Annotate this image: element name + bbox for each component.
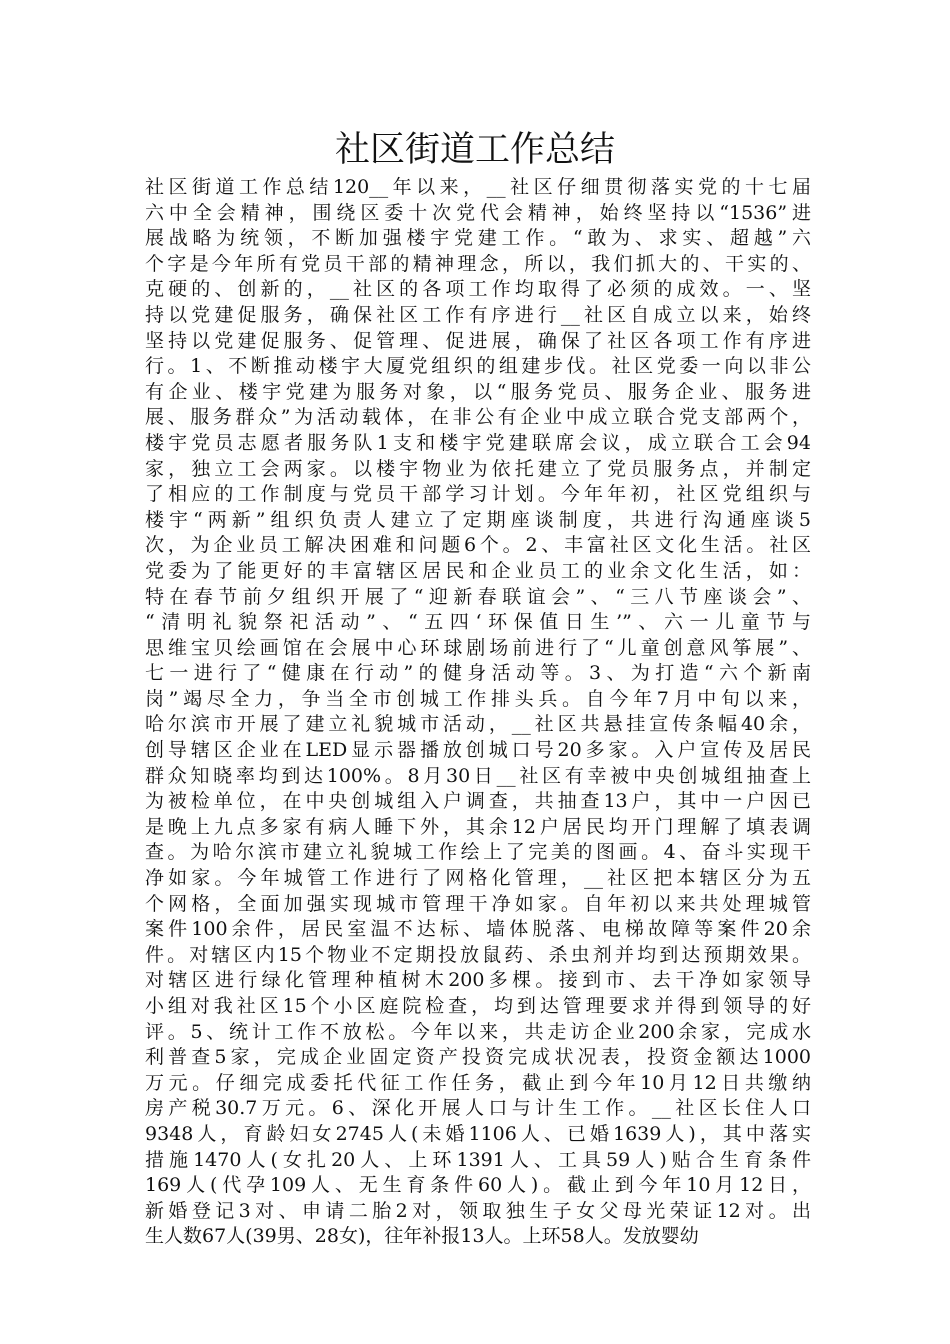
body-line: 群众知晓率均到达100%。8月30日__社区有幸被中央创城组抽查上	[145, 764, 811, 787]
body-line: 个网格，全面加强实现城市管理干净如家。自年初以来共处理城管	[145, 892, 811, 915]
body-line: 查。为哈尔滨市建立礼貌城工作绘上了完美的图画。4、奋斗实现干	[145, 841, 811, 864]
body-line: 是晚上九点多家有病人睡下外，其余12户居民均开门理解了填表调	[145, 815, 811, 838]
body-line: “清明礼貌祭祀活动”、“五四‘环保值日生’”、六一儿童节与	[145, 611, 811, 634]
body-line: 六中全会精神，围绕区委十次党代会精神，始终坚持以“1536”进	[145, 201, 811, 224]
page-title: 社区街道工作总结	[334, 130, 615, 170]
body-line: 克硬的、创新的，__社区的各项工作均取得了必须的成效。一、坚	[145, 278, 811, 301]
body-line: 社区街道工作总结120__年以来，__社区仔细贯彻落实党的十七届	[145, 176, 811, 198]
body-line: 房产税30.7万元。6、深化开展人口与计生工作。__社区长住人口	[145, 1097, 811, 1120]
body-line: 党委为了能更好的丰富辖区居民和企业员工的业余文化生活，如：	[145, 559, 811, 582]
body-line: 利普查5家，完成企业固定资产投资完成状况表，投资金额达1000	[145, 1046, 811, 1069]
body-line: 次，为企业员工解决困难和问题6个。2、丰富社区文化生活。社区	[145, 534, 811, 557]
body-text	[145, 175, 811, 1250]
body-line: 169人(代孕109人、无生育条件60人)。截止到今年10月12日，	[145, 1174, 811, 1197]
body-line: 展、服务群众”为活动载体，在非公有企业中成立联合党支部两个，	[145, 406, 811, 429]
body-line: 对辖区进行绿化管理种植树木200多棵。接到市、去干净如家领导	[145, 969, 811, 992]
body-line: 展战略为统领，不断加强楼宇党建工作。“敢为、求实、超越”六	[145, 227, 811, 250]
body-line: 哈尔滨市开展了建立礼貌城市活动，__社区共悬挂宣传条幅40余，	[145, 713, 811, 736]
body-line: 思维宝贝绘画馆在会展中心环球剧场前进行了“儿童创意风筝展”、	[145, 636, 811, 659]
body-line: 净如家。今年城管工作进行了网格化管理，__社区把本辖区分为五	[145, 867, 811, 890]
body-line: 万元。仔细完成委托代征工作任务，截止到今年10月12日共缴纳	[145, 1071, 811, 1094]
body-line: 岗”竭尽全力，争当全市创城工作排头兵。自今年7月中旬以来，	[145, 687, 811, 710]
body-line: 9348人，育龄妇女2745人(未婚1106人、已婚1639人)，其中落实	[145, 1122, 811, 1145]
body-line: 坚持以党建促服务、促管理、促进展，确保了社区各项工作有序进	[145, 329, 811, 352]
body-line: 评。5、统计工作不放松。今年以来，共走访企业200余家，完成水	[145, 1020, 811, 1043]
body-line: 创导辖区企业在LED显示器播放创城口号20多家。入户宣传及居民	[145, 739, 811, 762]
body-line: 有企业、楼宇党建为服务对象，以“服务党员、服务企业、服务进	[145, 380, 811, 403]
body-line: 楼宇党员志愿者服务队1支和楼宇党建联席会议，成立联合工会94	[145, 431, 811, 454]
body-line: 生人数67人(39男、28女)，往年补报13人。上环58人。发放婴幼	[145, 1225, 699, 1248]
body-line: 持以党建促服务，确保社区工作有序进行__社区自成立以来，始终	[145, 303, 811, 326]
body-line: 个字是今年所有党员干部的精神理念，所以，我们抓大的、干实的、	[145, 252, 811, 275]
body-line: 案件100余件，居民室温不达标、墙体脱落、电梯故障等案件20余	[145, 918, 811, 941]
body-line: 家，独立工会两家。以楼宇物业为依托建立了党员服务点，并制定	[145, 457, 811, 480]
body-line: 了相应的工作制度与党员干部学习计划。今年年初，社区党组织与	[145, 483, 811, 506]
body-line: 措施1470人(女扎20人、上环1391人、工具59人)贴合生育条件	[145, 1148, 811, 1171]
body-line: 新婚登记3对、申请二胎2对，领取独生子女父母光荣证12对。出	[145, 1199, 811, 1222]
body-line: 为被检单位，在中央创城组入户调查，共抽查13户，其中一户因已	[145, 790, 811, 813]
body-line: 特在春节前夕组织开展了“迎新春联谊会”、“三八节座谈会”、	[145, 585, 811, 608]
body-line: 小组对我社区15个小区庭院检查，均到达管理要求并得到领导的好	[145, 995, 811, 1017]
body-line: 行。1、不断推动楼宇大厦党组织的组建步伐。社区党委一向以非公	[145, 355, 811, 378]
body-line: 七一进行了“健康在行动”的健身活动等。3、为打造“六个新南	[145, 662, 811, 685]
body-line: 楼宇“两新”组织负责人建立了定期座谈制度，共进行沟通座谈5	[145, 508, 811, 531]
body-line: 件。对辖区内15个物业不定期投放鼠药、杀虫剂并均到达预期效果。	[145, 943, 811, 966]
